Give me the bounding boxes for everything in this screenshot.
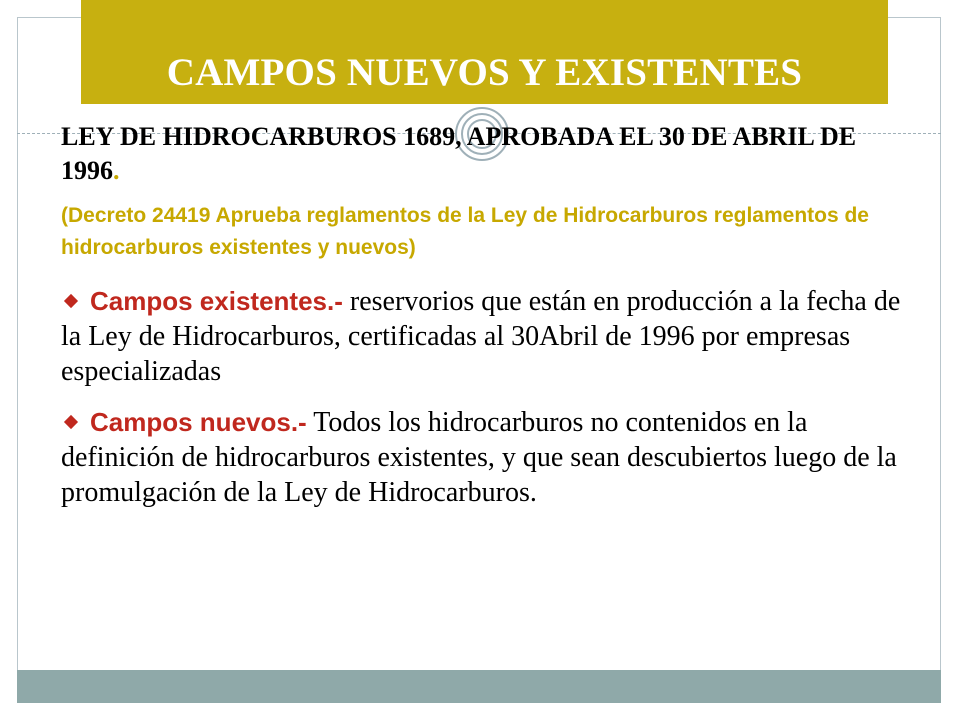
slide-content bbox=[61, 120, 911, 510]
law-heading-text: LEY DE HIDROCARBUROS 1689, APROBADA EL 30 DE ABRIL DE 1996 bbox=[61, 122, 857, 185]
diamond-bullet-icon bbox=[64, 294, 78, 308]
bullet-text: Todos los hidrocarburos no contenidos en la definición de hidrocarburos existentes, y que sean descubiertos luego de la promulgación de la Ley de Hidrocarburos. bbox=[61, 407, 897, 508]
bullet-term: Campos nuevos.- bbox=[90, 407, 307, 437]
bullet-existing-fields bbox=[61, 284, 911, 389]
bullet-text: reservorios que están en producción a la fecha de la Ley de Hidrocarburos, certificadas al 30Abril de 1996 por empresas especializadas bbox=[61, 286, 901, 387]
law-heading bbox=[61, 120, 911, 188]
title-bar bbox=[81, 0, 888, 104]
slide-title: CAMPOS NUEVOS Y EXISTENTES bbox=[166, 51, 803, 94]
diamond-bullet-icon bbox=[64, 415, 78, 429]
footer-bar bbox=[17, 670, 941, 703]
bullet-new-fields bbox=[61, 405, 911, 510]
decree-note: (Decreto 24419 Aprueba reglamentos de la Ley de Hidrocarburos reglamentos de hidrocarburos existentes y nuevos) bbox=[61, 204, 869, 259]
law-heading-period: . bbox=[113, 156, 120, 185]
bullet-term: Campos existentes.- bbox=[90, 286, 343, 316]
